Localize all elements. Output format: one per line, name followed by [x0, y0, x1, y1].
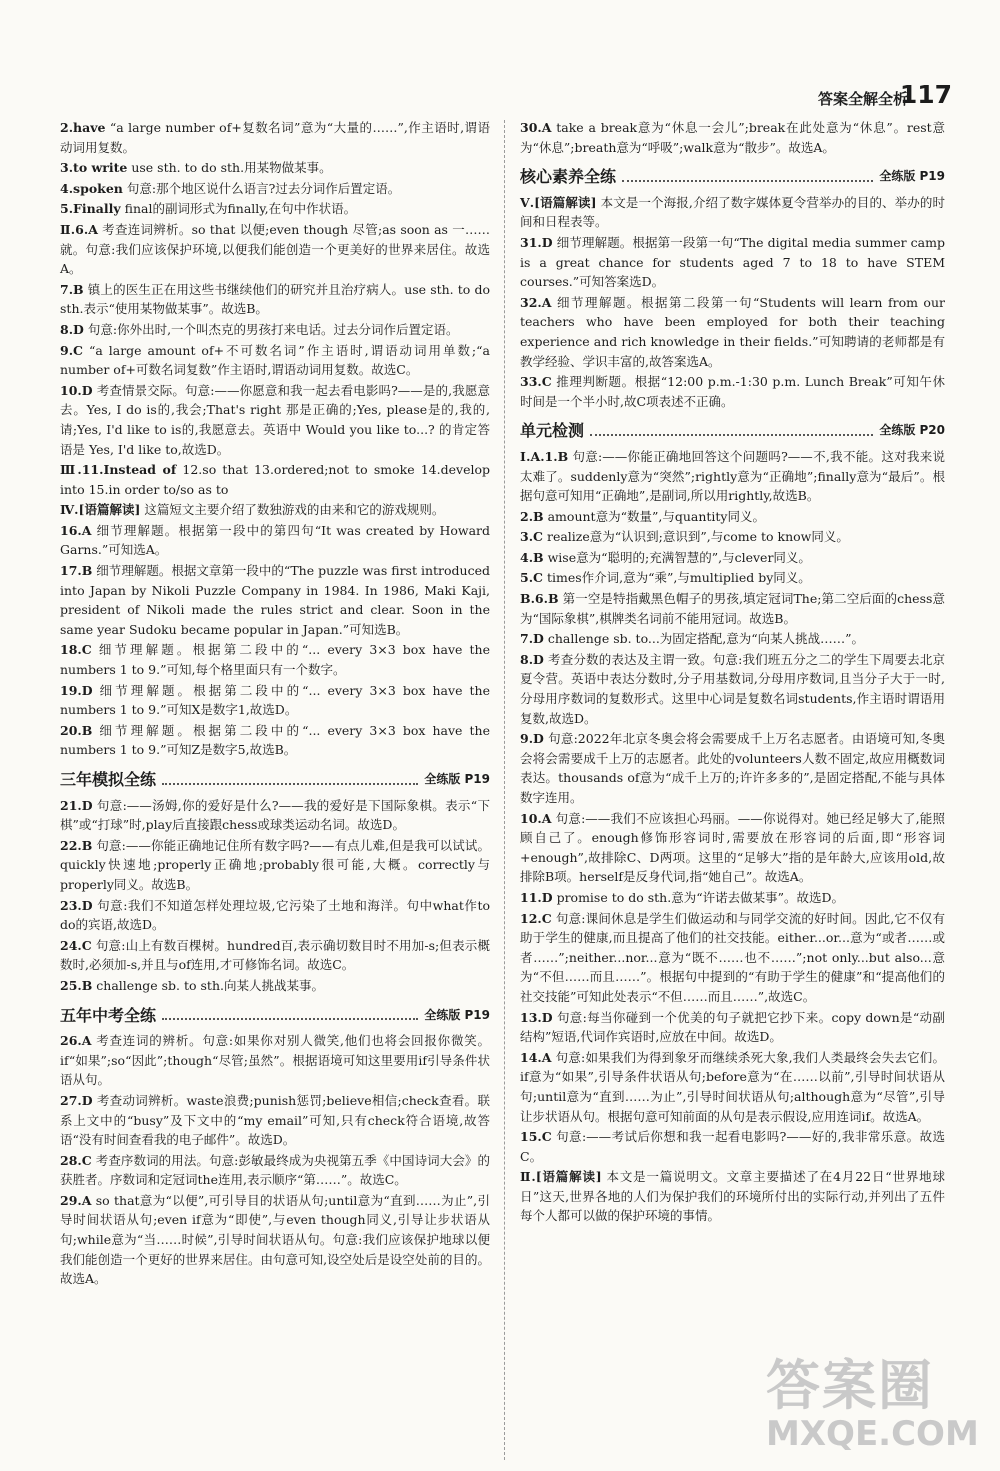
section-ref: 全练版 P19: [424, 772, 490, 786]
answer-entry: [60, 976, 490, 996]
answer-entry: [520, 888, 945, 908]
answer-text: 句意:我们不知道怎样处理垃圾,它污染了土地和海洋。句中what作to do的宾语,故选D。: [60, 897, 490, 933]
answer-entry: [60, 500, 490, 520]
answer-text: 句意:每当你碰到一个优美的句子就把它抄下来。copy down是“动副结构”短语,代词作宾语时,应放在中间。故选D。: [520, 1009, 945, 1045]
answer-number: 3.to write: [60, 160, 128, 176]
answer-text: use sth. to do sth.用某物做某事。: [131, 160, 332, 176]
answer-number: 16.A: [60, 522, 92, 538]
answer-number: 7.B: [60, 281, 84, 297]
answer-entry: [520, 1008, 945, 1047]
answer-number: 14.A: [520, 1049, 552, 1065]
answer-text: challenge sb. to...为固定搭配,意为“向某人挑战……”。: [547, 631, 865, 647]
answer-entry: [520, 447, 945, 506]
answer-entry: [520, 809, 945, 887]
answer-text: 细节理解题。根据文章第一段中的“The puzzle was first introduced into Japan by Nikoli Puzzle Company in 1984. In 1986, Maki Kaji, president of Nikoli made the rules strict and clear. Soon in the same year Sudoku became popular in Japan.”可知选B。: [60, 563, 490, 637]
section-title: 核心素养全练: [520, 167, 617, 187]
section-title: 三年模拟全练: [60, 770, 157, 789]
answer-entry: [60, 460, 490, 499]
dotted-leader: [162, 783, 418, 785]
answer-entry: [60, 936, 490, 975]
answer-text: wise意为“聪明的;充满智慧的”,与clever同义。: [547, 549, 811, 565]
answer-number: 19.D: [60, 682, 93, 698]
answer-text: times作介词,意为“乘”,与multiplied by同义。: [546, 570, 811, 586]
answer-number: 30.A: [520, 120, 552, 135]
answer-number: 10.A: [520, 810, 552, 826]
answer-number: 25.B: [60, 977, 93, 993]
answer-text: 12.so that 13.ordered;not to smoke 14.develop into 15.in order to/so as to: [60, 462, 490, 497]
answer-text: 细节理解题。根据第二段第一句“Students will learn from our teachers who have been employed for both their teaching experience and rich knowledge in their fields.”可知聘请的老师都是有教学经验、学识丰富的,故答案选A。: [520, 294, 945, 369]
answer-number: 28.C: [60, 1152, 92, 1168]
dotted-leader: [590, 434, 873, 436]
section-header-three-year: [60, 770, 490, 790]
answer-entry: [520, 193, 945, 232]
answer-number: 24.C: [60, 937, 92, 953]
answer-text: challenge sb. to sth.向某人挑战某事。: [96, 977, 324, 993]
answer-entry: [520, 1048, 945, 1126]
answer-number: 5.Finally: [60, 201, 121, 217]
answer-entry: [60, 796, 490, 835]
answer-number: 9.D: [520, 731, 544, 747]
dotted-leader: [622, 180, 873, 182]
answer-entry: [520, 568, 945, 588]
answer-text: 句意:2022年北京冬奥会将会需要成千上万名志愿者。由语境可知,冬奥会将会需要成千上万的志愿者。此处的volunteers人数不固定,故应用概数词表达。thousands of意为“成千上万的;许许多多的”,是固定搭配,不能与具体数字连用。: [520, 731, 945, 805]
answer-entry: [60, 220, 490, 279]
answer-number: 20.B: [60, 722, 93, 738]
answer-text: 句意:——考试后你想和我一起看电影吗?——好的,我非常乐意。故选C。: [520, 1129, 945, 1164]
entries-left-c: [60, 1031, 490, 1289]
answer-number: 26.A: [60, 1033, 92, 1049]
answer-number: 22.B: [60, 837, 93, 853]
answer-number: 7.D: [520, 631, 544, 647]
answer-text: “a large number of+复数名词”意为“大量的……”,作主语时,谓语动词用复数。: [60, 120, 490, 155]
answer-text: 句意:如果我们为得到象牙而继续杀死大象,我们人类最终会失去它们。if意为“如果”,引导条件状语从句;before意为“在……以前”,引导时间状语从句;until意为“直到……为止”,引导时间状语从句;although意为“尽管”,引导让步状语从句。根据句意可知前面的从句是表示假设,应用连词if。故选A。: [520, 1049, 946, 1124]
answer-text: 细节理解题。根据第二段中的“... every 3×3 box have the numbers 1 to 9.”可知X是数字1,故选D。: [60, 682, 490, 718]
answer-entry: [520, 548, 945, 568]
answer-entry: [520, 729, 945, 807]
section-title: 单元检测: [520, 421, 585, 441]
answer-text: 这篇短文主要介绍了数独游戏的由来和它的游戏规则。: [144, 502, 445, 518]
entries-right-a: [520, 118, 945, 157]
answer-entry: [520, 118, 945, 157]
answer-number: Ⅴ.[语篇解读]: [520, 194, 597, 210]
answer-number: 8.D: [60, 321, 84, 337]
answer-entry: [60, 561, 490, 639]
answer-number: Ⅳ.[语篇解读]: [60, 502, 141, 518]
answer-text: 句意:——你能正确地记住所有数字吗?——有点儿难,但是我可以试试。quickly快速地;properly正确地;probably很可能,大概。correctly与properly同义。故选B。: [60, 837, 490, 892]
answer-entry: [520, 527, 945, 547]
answer-number: Ⅱ.[语篇解读]: [520, 1169, 602, 1185]
column-divider: [504, 120, 505, 1460]
answer-entry: [520, 629, 945, 649]
answer-entry: [60, 320, 490, 340]
entries-right-b: [520, 193, 945, 412]
answer-number: 4.B: [520, 549, 544, 565]
answer-entry: [520, 1167, 945, 1226]
answer-text: final的副词形式为finally,在句中作状语。: [124, 201, 357, 217]
dotted-leader: [162, 1018, 418, 1020]
answer-entry: [520, 233, 945, 292]
watermark-url: MXQE.COM: [766, 1414, 979, 1454]
answer-entry: [60, 1191, 490, 1289]
left-column: [60, 118, 490, 1290]
answer-text: 考查连词的辨析。句意:如果你对别人微笑,他们也将会回报你微笑。if“如果”;so“因此”;though“尽管;虽然”。根据语境可知这里要用if引导条件状语从句。: [60, 1033, 490, 1088]
entries-left-b: [60, 796, 490, 996]
entries-right-c: [520, 447, 945, 1226]
answer-entry: [520, 909, 945, 1007]
answer-number: 8.D: [520, 651, 544, 667]
answer-text: 第一空是特指戴黑色帽子的男孩,填定冠词The;第二空后面的chess意为“国际象棋”,棋牌类名词前不能用冠词。故选B。: [520, 591, 945, 626]
answer-number: 4.spoken: [60, 180, 123, 196]
answer-entry: [60, 381, 490, 459]
answer-entry: [60, 640, 490, 679]
answer-text: 考查序数词的用法。句意:彭敏最终成为央视第五季《中国诗词大会》的获胜者。序数词和定冠词the连用,表示顺序“第……”。故选C。: [60, 1152, 490, 1188]
answer-text: 推理判断题。根据“12:00 p.m.-1:30 p.m. Lunch Break”可知午休时间是一个半小时,故C项表述不正确。: [520, 374, 945, 409]
answer-number: 27.D: [60, 1092, 93, 1108]
watermark-logo-text: 答案圈: [766, 1354, 934, 1417]
answer-number: 5.C: [520, 570, 543, 586]
answer-text: 细节理解题。根据第一段第一句“The digital media summer camp is a great chance for students aged 7 to 18 to have STEM courses.”可知答案选D。: [520, 234, 945, 290]
answer-number: 18.C: [60, 642, 92, 658]
answer-entry: [60, 118, 490, 157]
entries-left-a: [60, 118, 490, 760]
header-title: 答案全解全析: [817, 90, 908, 108]
answer-number: 13.D: [520, 1009, 553, 1025]
answer-number: Ⅰ.A.1.B: [520, 448, 569, 464]
answer-number: 33.C: [520, 374, 552, 390]
right-column: [520, 118, 945, 1227]
answer-number: 2.have: [60, 120, 106, 135]
answer-text: 句意:山上有数百棵树。hundred百,表示确切数目时不用加-s;但表示概数时,必须加-s,并且与of连用,才可修饰名词。故选C。: [60, 937, 490, 973]
answer-entry: [60, 158, 490, 178]
page-header: [0, 0, 1000, 109]
answer-text: 细节理解题。根据第二段中的“... every 3×3 box have the numbers 1 to 9.”可知,每个格里面只有一个数字。: [60, 642, 490, 678]
answer-text: 句意:——你能正确地回答这个问题吗?——不,我不能。这对我来说太难了。suddenly意为“突然”;rightly意为“正确地”;finally意为“最后”。根据句意可知用“正确地”,是副词,所以用rightly,故选B。: [520, 448, 946, 504]
answer-text: 考查连词辨析。so that 以便;even though 尽管;as soon as 一……就。句意:我们应该保护环境,以便我们能创造一个更美好的世界来居住。故选A。: [60, 221, 490, 277]
answer-entry: [60, 280, 490, 319]
section-ref: 全练版 P20: [879, 423, 945, 438]
answer-entry: [60, 896, 490, 935]
answer-text: 句意:课间休息是学生们做运动和与同学交流的好时间。因此,它不仅有助于学生的健康,而且提高了他们的社交技能。either...or...意为“或者……或者……”;neither...nor...意为“既不……也不……”;not only...but also...意为“不但……而且……”。根据句中提到的“有助于学生的健康”和“提高他们的社交技能”可知此处表示“不但……而且……”,故选C。: [520, 910, 945, 1004]
answer-text: 句意:——汤姆,你的爱好是什么?——我的爱好是下国际象棋。表示“下棋”或“打球”时,play后直接跟chess或球类运动名词。故选D。: [60, 797, 490, 833]
answer-entry: [60, 1151, 490, 1190]
answer-entry: [60, 1031, 490, 1090]
answer-entry: [60, 681, 490, 720]
section-header-core: [520, 167, 945, 187]
answer-entry: [520, 293, 945, 371]
section-ref: 全练版 P19: [879, 169, 945, 184]
section-ref: 全练版 P19: [424, 1007, 490, 1022]
section-header-unit-test: [520, 421, 945, 441]
answer-entry: [60, 199, 490, 219]
site-watermark: [766, 1343, 979, 1463]
answer-entry: [60, 521, 490, 560]
answer-number: 29.A: [60, 1192, 92, 1208]
answer-text: amount意为“数量”,与quantity同义。: [547, 508, 765, 524]
answer-number: 23.D: [60, 897, 93, 913]
answer-text: 本文是一篇说明文。文章主要描述了在4月22日“世界地球日”这天,世界各地的人们为保护我们的环境所付出的实际行动,并列出了五件每个人都可以做的保护环境的事情。: [520, 1169, 945, 1224]
answer-number: 32.A: [520, 294, 552, 310]
answer-entry: [60, 836, 490, 895]
answer-text: 细节理解题。根据第二段中的“... every 3×3 box have the numbers 1 to 9.”可知Z是数字5,故选B。: [60, 722, 490, 758]
answer-text: realize意为“认识到;意识到”,与come to know同义。: [546, 529, 849, 545]
answer-number: 11.D: [520, 889, 553, 905]
page-number: 117: [899, 80, 952, 109]
section-header-five-year: [60, 1006, 490, 1026]
section-title: 五年中考全练: [60, 1005, 157, 1025]
answer-entry: [60, 1091, 490, 1150]
answer-text: take a break意为“休息一会儿”;break在此处意为“休息”。rest意为“休息”;breath意为“呼吸”;walk意为“散步”。故选A。: [520, 120, 945, 155]
answer-text: 镇上的医生正在用这些书继续他们的研究并且治疗病人。use sth. to do sth.表示“使用某物做某事”。故选B。: [60, 281, 490, 317]
answer-number: 9.C: [60, 342, 83, 358]
answer-text: promise to do sth.意为“许诺去做某事”。故选D。: [556, 889, 845, 905]
answer-entry: [520, 589, 945, 628]
answer-number: 2.B: [520, 508, 544, 524]
answer-number: 31.D: [520, 234, 553, 250]
answer-number: 15.C: [520, 1129, 552, 1145]
answer-entry: [60, 721, 490, 760]
answer-text: 考查情景交际。句意:——你愿意和我一起去看电影吗?——是的,我愿意去。Yes, I do is的,我会;That's right 那是正确的;Yes, please是的,我的,请;Yes, I'd like to is的,我愿意去。英语中 Would you like to...? 的肯定答语是 Yes, I'd like to,故选D。: [60, 382, 491, 457]
answer-number: B.6.B: [520, 591, 559, 607]
answer-text: so that意为“以便”,可引导目的状语从句;until意为“直到……为止”,引导时间状语从句;even if意为“即使”,与even though同义,引导让步状语从句;while意为“当……时候”,引导时间状语从句。句意:我们应该保护地球以便我们能创造一个更好的世界来居住。由句意可知,设空处后是设空处前的目的。故选A。: [60, 1192, 490, 1287]
answer-number: 3.C: [520, 529, 543, 545]
answer-text: 考查动词辨析。waste浪费;punish惩罚;believe相信;check查看。联系上文中的“busy”及下文中的“my email”可知,只有check符合语境,故答语“没有时间查看我的电子邮件”。故选D。: [60, 1092, 490, 1148]
answer-text: 考查分数的表达及主谓一致。句意:我们班五分之二的学生下周要去北京夏令营。英语中表达分数时,分子用基数词,分母用序数词,且当分子大于一时,分母用序数词的复数形式。这里中心词是复数名词students,作主语时谓语用复数,故选D。: [520, 651, 945, 726]
answer-text: 句意:那个地区说什么语言?过去分词作后置定语。: [126, 180, 401, 196]
answer-entry: [520, 650, 945, 728]
answer-text: 细节理解题。根据第一段中的第四句“It was created by Howard Garns.”可知选A。: [60, 522, 490, 558]
answer-text: “a large amount of+不可数名词”作主语时,谓语动词用单数;“a number of+可数名词复数”作主语时,谓语动词用复数。故选C。: [60, 342, 490, 378]
answer-number: 12.C: [520, 910, 552, 926]
answer-number: 21.D: [60, 797, 93, 813]
answer-entry: [60, 179, 490, 199]
answer-text: 句意:——我们不应该担心玛丽。——你说得对。她已经足够大了,能照顾自己了。enough修饰形容词时,需要放在形容词的后面,即“形容词+enough”,故排除C、D两项。这里的“足够大”指的是年龄大,应该用old,故排除B项。herself是反身代词,指“她自己”。故选A。: [520, 810, 945, 885]
answer-text: 句意:你外出时,一个叫杰克的男孩打来电话。过去分词作后置定语。: [87, 321, 459, 337]
answer-entry: [60, 341, 490, 380]
answer-text: 本文是一个海报,介绍了数字媒体夏令营举办的目的、举办的时间和日程表等。: [520, 194, 945, 230]
answer-entry: [520, 507, 945, 527]
answer-number: 17.B: [60, 563, 93, 579]
answer-number: 10.D: [60, 382, 93, 398]
answer-entry: [520, 1127, 945, 1166]
answer-entry: [520, 372, 945, 411]
answer-number: Ⅱ.6.A: [60, 221, 98, 237]
answer-number: Ⅲ.11.Instead of: [60, 462, 177, 478]
